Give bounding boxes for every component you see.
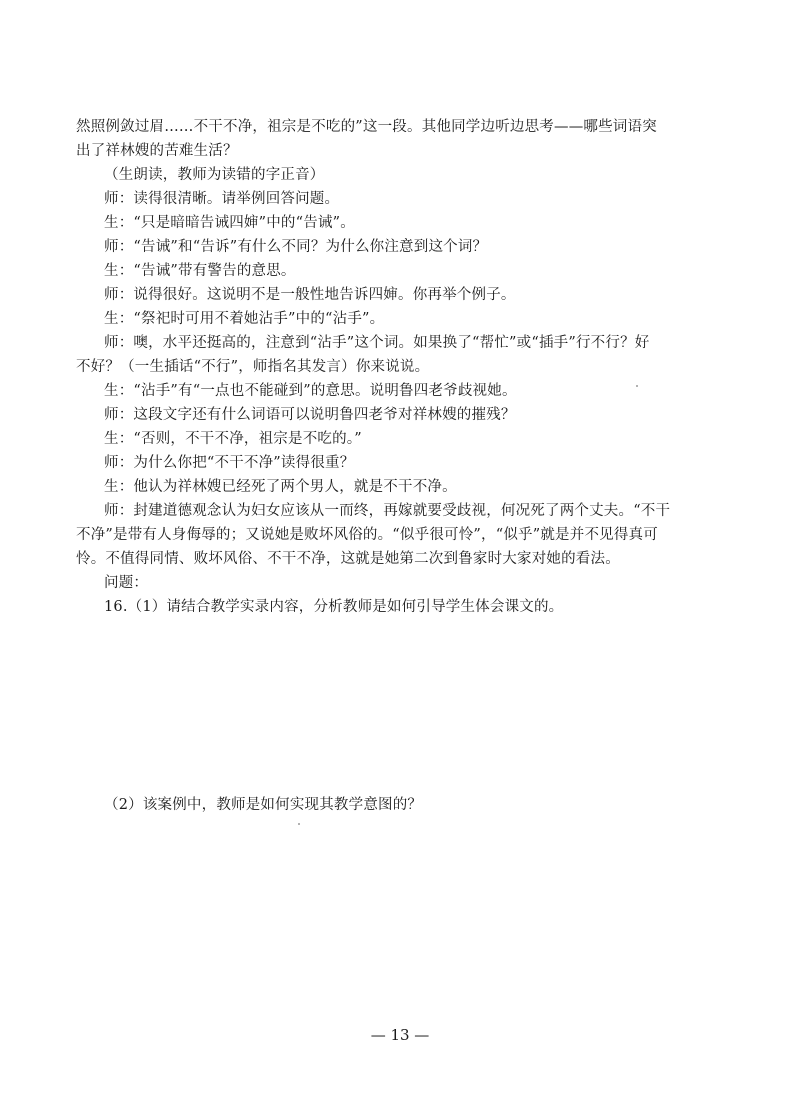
question-16-part-1: 16.（1）请结合教学实录内容，分析教师是如何引导学生体会课文的。 — [104, 599, 564, 615]
question-16-part-2: （2）该案例中，教师是如何实现其教学意图的？ — [104, 797, 423, 813]
dialogue-line: 师：说得很好。这说明不是一般性地告诉四婶。你再举个例子。 — [104, 287, 516, 303]
dialogue-line: 生：“祭祀时可用不着她沾手”中的“沾手”。 — [104, 311, 385, 327]
question-heading: 问题： — [104, 575, 149, 591]
text-line: 然照例敛过眉……不干不净，祖宗是不吃的”这一段。其他同学边听边思考——哪些词语突 — [76, 119, 657, 135]
dialogue-line: 生：他认为祥林嫂已经死了两个男人，就是不干不净。 — [104, 479, 457, 495]
text-line: 出了祥林嫂的苦难生活？ — [76, 143, 238, 159]
dialogue-line: 师：读得很清晰。请举例回答问题。 — [104, 191, 340, 207]
page-number: — 13 — — [370, 1026, 430, 1044]
dialogue-line-continuation: 不好？（一生插话“不行”，师指名其发言）你来说说。 — [76, 359, 430, 375]
dialogue-line: 师：为什么你把“不干不净”读得很重？ — [104, 455, 355, 471]
dialogue-line: 师：“告诫”和“告诉”有什么不同？为什么你注意到这个词？ — [104, 239, 488, 255]
dialogue-line: 师：封建道德观念认为妇女应该从一而终，再嫁就要受歧视，何况死了两个丈夫。“不干 — [104, 503, 671, 519]
dialogue-line: 生：“否则，不干不净，祖宗是不吃的。” — [104, 431, 362, 447]
dialogue-line: 生：“沾手”有“一点也不能碰到”的意思。说明鲁四老爷歧视她。 — [104, 383, 517, 399]
dialogue-line: 生：“告诫”带有警告的意思。 — [104, 263, 296, 279]
dialogue-line: 师：噢，水平还挺高的，注意到“沾手”这个词。如果换了“帮忙”或“插手”行不行？好 — [104, 335, 650, 351]
dialogue-line-continuation: 怜。不值得同情、败坏风俗、不干不净，这就是她第二次到鲁家时大家对她的看法。 — [76, 551, 620, 567]
scan-speck — [636, 385, 638, 387]
dialogue-line: 师：这段文字还有什么词语可以说明鲁四老爷对祥林嫂的摧残？ — [104, 407, 516, 423]
scan-speck — [298, 823, 300, 825]
dialogue-line: 生：“只是暗暗告诫四婶”中的“告诫”。 — [104, 215, 355, 231]
dialogue-line-continuation: 不净”是带有人身侮辱的；又说她是败坏风俗的。“似乎很可怜”，“似乎”就是并不见得真可 — [76, 527, 658, 543]
stage-direction: （生朗读，教师为读错的字正音） — [104, 167, 325, 183]
